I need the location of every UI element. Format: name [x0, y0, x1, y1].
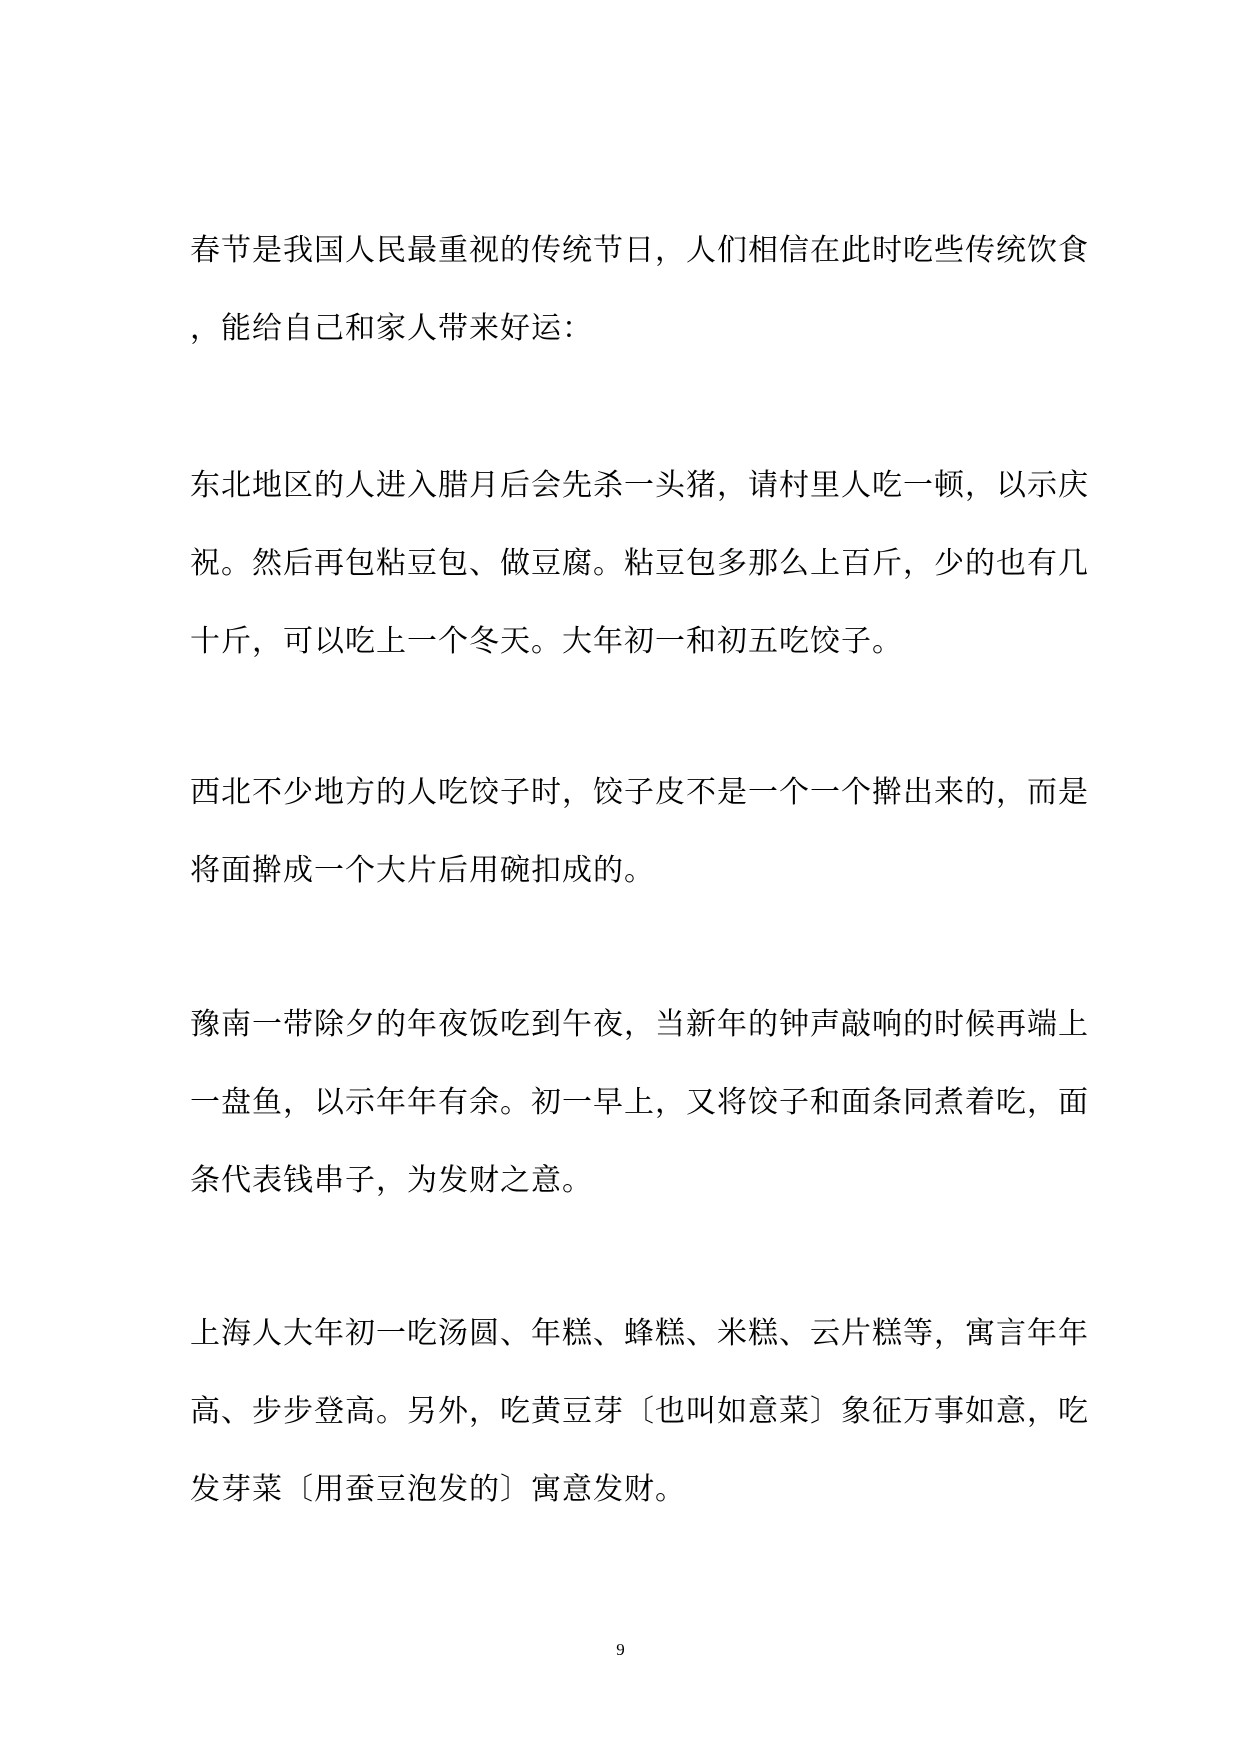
- text-line: 东北地区的人进入腊月后会先杀一头猪，请村里人吃一顿，以示庆: [190, 468, 1089, 503]
- text-line: 将面擀成一个大片后用碗扣成的。: [190, 853, 655, 888]
- text-line: 一盘鱼，以示年年有余。初一早上，又将饺子和面条同煮着吃，面: [190, 1085, 1089, 1120]
- text-line: 西北不少地方的人吃饺子时，饺子皮不是一个一个擀出来的，而是: [190, 775, 1089, 810]
- text-line: 春节是我国人民最重视的传统节日，人们相信在此时吃些传统饮食: [190, 233, 1089, 268]
- paragraph-intro: [190, 212, 1089, 368]
- text-line: 上海人大年初一吃汤圆、年糕、蜂糕、米糕、云片糕等，寓言年年: [190, 1316, 1089, 1351]
- text-line: 豫南一带除夕的年夜饭吃到午夜，当新年的钟声敲响的时候再端上: [190, 1007, 1089, 1042]
- text-line: 发芽菜〔用蚕豆泡发的〕寓意发财。: [190, 1472, 686, 1507]
- paragraph-northeast: [190, 447, 1089, 681]
- text-line: 祝。然后再包粘豆包、做豆腐。粘豆包多那么上百斤，少的也有几: [190, 546, 1089, 581]
- text-line: 十斤，可以吃上一个冬天。大年初一和初五吃饺子。: [190, 624, 903, 659]
- text-line: ，能给自己和家人带来好运：: [190, 311, 593, 346]
- paragraph-shanghai: [190, 1295, 1089, 1529]
- paragraph-south-henan: [190, 986, 1089, 1220]
- paragraph-northwest: [190, 754, 1089, 910]
- text-line: 条代表钱串子，为发财之意。: [190, 1163, 593, 1198]
- text-line: 高、步步登高。另外，吃黄豆芽〔也叫如意菜〕象征万事如意，吃: [190, 1394, 1089, 1429]
- page-number: 9: [616, 1640, 625, 1659]
